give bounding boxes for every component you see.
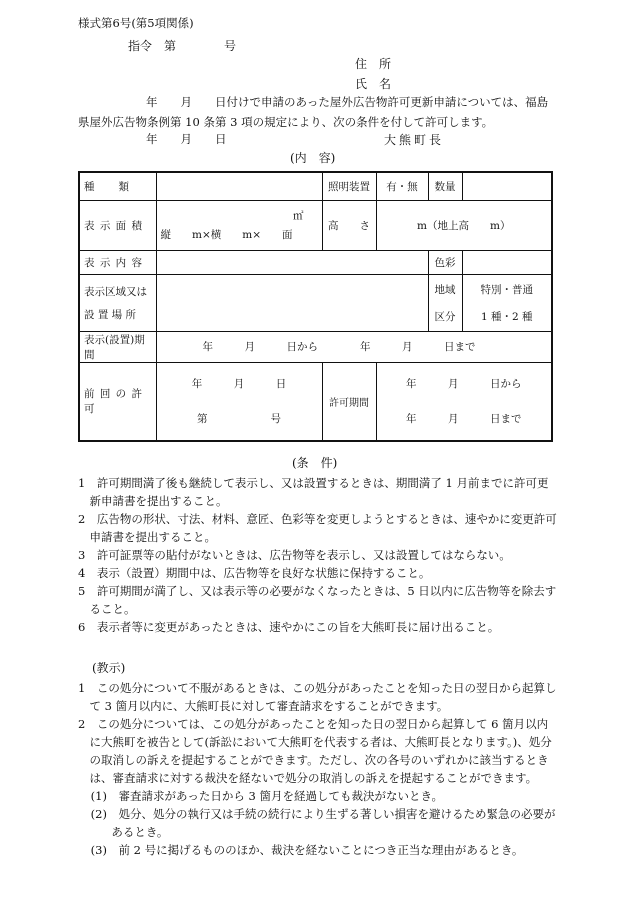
area-zone-labels xyxy=(428,274,462,331)
area-value: 特別・普通 xyxy=(480,283,533,296)
notice-item: 1 この処分について不服があるときは、この処分があったことを知った日の翌日から起算して 3 箇月以内に、大熊町長に対して審査請求をすることができます。 xyxy=(78,681,557,713)
permit-content-table xyxy=(78,171,553,442)
previous-permit-value[interactable] xyxy=(156,362,322,441)
conditions-list xyxy=(78,474,558,636)
address-label: 住 所 xyxy=(355,57,392,71)
notice-subitem: (3) 前 2 号に掲げるもののほか、裁決を経ないことにつき正当な理由があるとき。 xyxy=(90,843,524,857)
condition-item: 2 広告物の形状、寸法、材料、意匠、色彩等を変更しようとするときは、速やかに変更許可申請書を提出すること。 xyxy=(78,512,557,544)
type-value[interactable] xyxy=(156,172,322,200)
color-value[interactable] xyxy=(462,250,552,274)
directive-number: 指令 第 号 xyxy=(128,39,237,53)
condition-item: 6 表示者等に変更があったときは、速やかにこの旨を大熊町長に届け出ること。 xyxy=(78,620,500,634)
condition-item: 1 許可期間満了後も継続して表示し、又は設置するときは、期間満了 1 月前までに許可更新申請書を提出すること。 xyxy=(78,476,549,508)
permit-period-from: 年 月 日から xyxy=(406,378,522,391)
area-zone-values[interactable] xyxy=(462,274,552,331)
square-meter-unit: ㎡ xyxy=(293,210,304,222)
location-value[interactable] xyxy=(156,274,428,331)
display-area-label: 表 示 面 積 xyxy=(79,200,156,250)
notice-title: (教示) xyxy=(92,661,126,675)
display-period-label: 表示(設置)期間 xyxy=(79,331,156,362)
display-period-value[interactable]: 年 月 日から 年 月 日まで xyxy=(156,331,552,362)
notice-subitem: (2) 処分、処分の執行又は手続の続行により生ずる著しい損害を避けるため緊急の必要があるとき。 xyxy=(90,807,556,839)
condition-item: 3 許可証票等の貼付がないときは、広告物等を表示し、又は設置してはならない。 xyxy=(78,548,511,562)
location-label-line1: 表示区域又は xyxy=(84,285,147,298)
body-text-line2: 県屋外広告物条例第 10 条第 3 項の規定により、次の条件を付して許可します。 xyxy=(78,115,494,129)
body-text-line1: 年 月 日付けで申請のあった屋外広告物許可更新申請については、福島 xyxy=(146,95,549,109)
display-area-value[interactable] xyxy=(156,200,322,250)
name-label: 氏 名 xyxy=(355,77,392,91)
issuer: 大熊町長 xyxy=(384,133,445,147)
lighting-label: 照明装置 xyxy=(322,172,376,200)
dimensions: 縦 m×横 m× 面 xyxy=(160,229,293,241)
permit-period-to: 年 月 日まで xyxy=(406,413,522,426)
quantity-label: 数量 xyxy=(428,172,462,200)
issue-date: 年 月 日 xyxy=(146,132,227,146)
zone-value: 1 種・2 種 xyxy=(480,310,533,323)
display-content-value[interactable] xyxy=(156,250,428,274)
area-label: 地域 xyxy=(434,283,456,296)
height-label: 高 さ xyxy=(322,200,376,250)
permit-period-value[interactable] xyxy=(376,362,552,441)
form-number: 様式第6号(第5項関係) xyxy=(78,16,194,30)
condition-item: 5 許可期間が満了し、又は表示等の必要がなくなったときは、5 日以内に広告物等を除去すること。 xyxy=(78,584,557,616)
notice-item: 2 この処分については、この処分があったことを知った日の翌日から起算して 6 箇月以内に大熊町を被告として(訴訟において大熊町を代表する者は、大熊町長となります。)、処分の取消しの訴えを提起することができます。ただし、次の各号のいずれかに該当するときは、審査請求に対する裁決を経ないで処分の取消しの訴えを提起することができます。 xyxy=(78,717,552,785)
notice-subitem: (1) 審査請求があった日から 3 箇月を経過しても裁決がないとき。 xyxy=(90,789,443,803)
display-content-label: 表 示 内 容 xyxy=(79,250,156,274)
lighting-value[interactable]: 有・無 xyxy=(376,172,428,200)
height-value[interactable]: m（地上高 m） xyxy=(376,200,552,250)
condition-item: 4 表示（設置）期間中は、広告物等を良好な状態に保持すること。 xyxy=(78,566,431,580)
color-label: 色彩 xyxy=(428,250,462,274)
type-label: 種 類 xyxy=(79,172,156,200)
notice-list xyxy=(78,679,558,859)
content-title: (内 容) xyxy=(290,151,336,165)
previous-permit-label: 前 回 の 許 可 xyxy=(79,362,156,441)
previous-permit-number: 第 号 xyxy=(197,413,281,426)
conditions-title: (条 件) xyxy=(292,456,338,470)
zone-label: 区分 xyxy=(434,310,456,323)
location-label xyxy=(79,274,156,331)
location-label-line2: 設 置 場 所 xyxy=(84,308,137,321)
permit-period-label: 許可期間 xyxy=(322,362,376,441)
previous-permit-date: 年 月 日 xyxy=(191,378,287,391)
quantity-value[interactable] xyxy=(462,172,552,200)
